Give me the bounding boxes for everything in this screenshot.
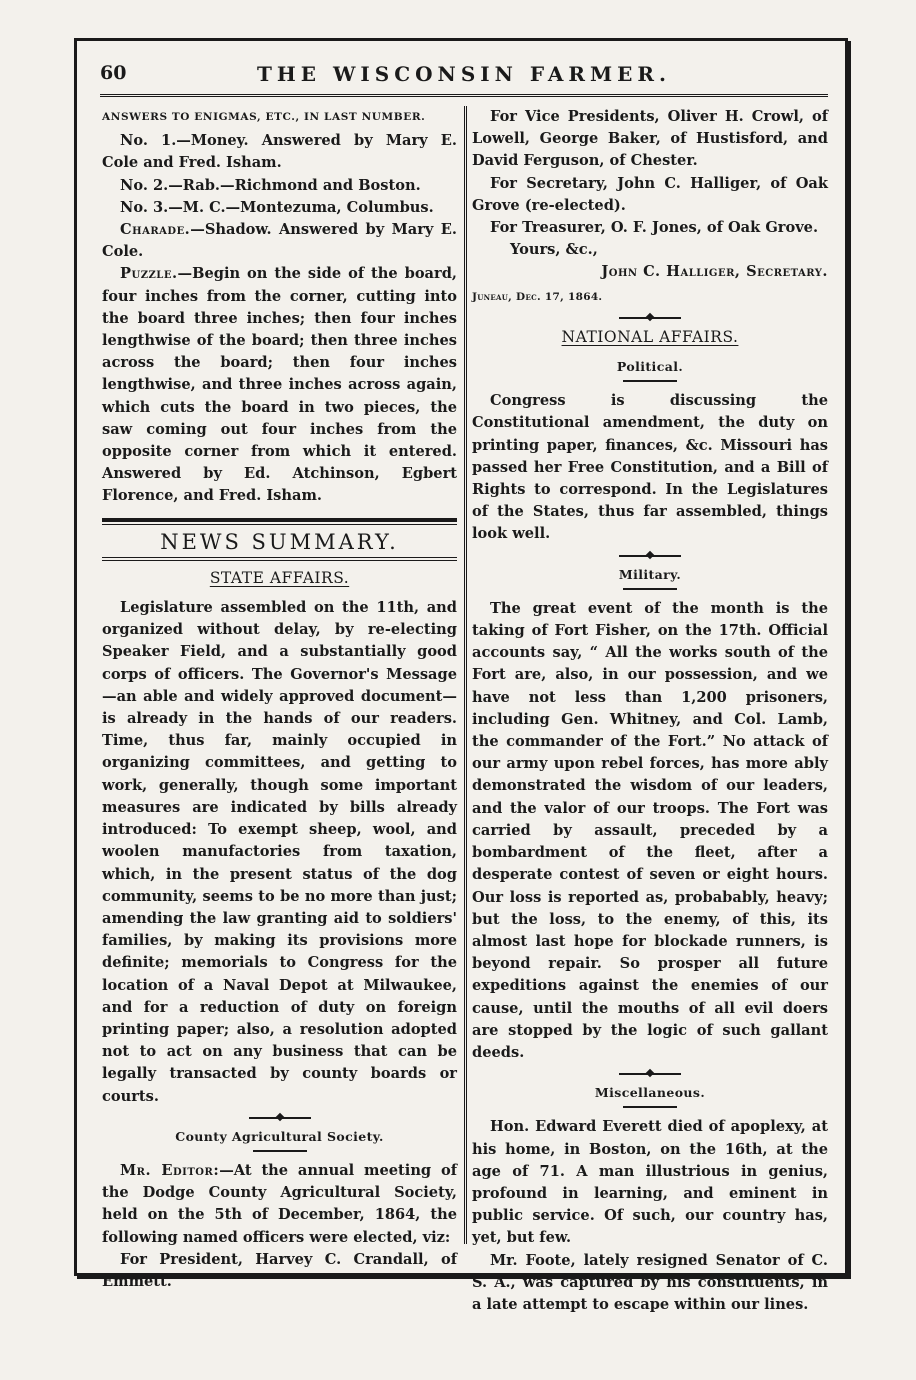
treasurer-line: For Treasurer, O. F. Jones, of Oak Grove. — [490, 219, 819, 237]
charade-paragraph — [102, 219, 457, 263]
answer-item: No. 2.—Rab.—Richmond and Boston. — [120, 176, 421, 194]
short-rule — [253, 1150, 307, 1152]
political-heading: Political. — [616, 359, 684, 375]
closing-line: Yours, &c., — [510, 241, 598, 259]
political-text: Congress is discussing the Constitutional amendment, the duty on printing paper, finances, &c. Missouri has passed her Free Constitution, and a Bill of Rights to correspond. In the Legislatures of the States, thus far assembled, things look well. — [472, 392, 828, 543]
charade-text: —Shadow. Answered by Mary E. Cole. — [102, 221, 457, 261]
state-affairs-text: Legislature assembled on the 11th, and organized without delay, by re-electing Speaker Field, and a substantially good corps of officers. The Governor's Message —an able and widely approved document— is already in the hands of our readers. Time, thus far, mainly occupied in organizing committees, and getting to work, generally, though some important measures are indicated by bills already introduced: To exempt sheep, wool, and woolen manufactories from taxation, which, in the present status of the dog community, seems to be no more than just; amending the law granting aid to soldiers' families, by making its provisions more definite; memorials to Congress for the location of a Naval Depot at Milwaukee, and for a reduction of duty on foreign printing paper; also, a resolution adopted not to act on any business that can be legally transacted by county boards or courts. — [102, 599, 457, 1105]
short-rule — [623, 380, 677, 382]
misc-paragraph-everett: Hon. Edward Everett died of apoplexy, at his home, in Boston, on the 16th, at the age of 71. A man illustrious in genius, profound in learning, and eminent in public service. Of such, our country has, yet, but few. — [472, 1118, 828, 1247]
dateline: Juneau, Dec. 17, 1864. — [472, 290, 603, 303]
ornament-rule — [102, 1112, 457, 1124]
right-column — [472, 106, 828, 1316]
county-text: —At the annual meeting of the Dodge County Agricultural Society, held on the 5th of December, 1864, the following named officers were elected, viz: — [102, 1161, 457, 1246]
section-rule — [102, 557, 457, 561]
answer-item: No. 3.—M. C.—Montezuma, Columbus. — [120, 198, 434, 216]
signature-line: John C. Halliger, Secretary. — [601, 263, 828, 281]
section-rule — [102, 518, 457, 525]
military-text: The great event of the month is the taking of Fort Fisher, on the 17th. Official accounts say, “ All the works south of the Fort are, also, in our possession, and we have not less than 1,200 prisoners, including Gen. Whitney, and Col. Lamb, the commander of the Fort.” No attack of our army upon rebel forces, has more ably demonstrated the wisdom of our leaders, and the valor of our troops. The Fort was carried by assault, preceded by a bombardment of the fleet, after a desperate contest of seven or eight hours. Our loss is reported as, probabably, heavy; but the loss, to the enemy, of this, its almost last hope for blockade runners, is beyond repair. So prosper all future expeditions against the enemies of our cause, until the mouths of all evil doers are stopped by the logic of such gallant deeds. — [472, 599, 828, 1061]
journal-title: THE WISCONSIN FARMER. — [256, 62, 672, 86]
state-affairs-heading: STATE AFFAIRS. — [209, 568, 350, 587]
county-society-heading: County Agricultural Society. — [175, 1128, 384, 1144]
ornament-rule — [472, 1068, 828, 1080]
puzzle-text: —Begin on the side of the board, four inches from the corner, cutting into the board three inches; then four inches lengthwise of the board; then three inches across the board; then four inches lengthwise, and three inches across again, which cuts the board in two pieces, the saw coming out four inches from the opposite corner from which it entered. Answered by Ed. Atchinson, Egbert Florence, and Fred. Isham. — [102, 265, 457, 505]
misc-paragraph-foote: Mr. Foote, lately resigned Senator of C. S. A., was captured by his constituents, in a late attempt to escape within our lines. — [472, 1251, 828, 1313]
page-number: 60 — [100, 62, 127, 84]
column-divider — [464, 106, 467, 1244]
answers-heading: ANSWERS TO ENIGMAS, ETC., IN LAST NUMBER. — [102, 111, 426, 123]
charade-label: Charade. — [120, 221, 191, 239]
national-affairs-heading: NATIONAL AFFAIRS. — [561, 327, 739, 346]
answer-item: No. 1.—Money. Answered by Mary E. Cole and Fred. Isham. — [102, 132, 457, 172]
left-column — [102, 106, 457, 1293]
ornament-rule — [472, 312, 828, 324]
ornament-rule — [472, 550, 828, 562]
short-rule — [623, 1106, 677, 1108]
county-society-text — [102, 1160, 457, 1249]
secretary-line: For Secretary, John C. Halliger, of Oak Grove (re-elected). — [472, 174, 828, 214]
miscellaneous-heading: Miscellaneous. — [594, 1085, 706, 1101]
short-rule — [623, 588, 677, 590]
page-header — [100, 58, 828, 97]
news-summary-heading: NEWS SUMMARY. — [160, 529, 399, 554]
president-line: For President, Harvey C. Crandall, of Emmett. — [102, 1250, 457, 1290]
puzzle-label: Puzzle. — [120, 265, 178, 283]
editor-label: Mr. Editor: — [120, 1161, 220, 1179]
military-heading: Military. — [618, 566, 682, 582]
vice-presidents-line: For Vice Presidents, Oliver H. Crowl, of Lowell, George Baker, of Hustisford, and David Ferguson, of Chester. — [472, 108, 828, 170]
puzzle-paragraph — [102, 263, 457, 507]
